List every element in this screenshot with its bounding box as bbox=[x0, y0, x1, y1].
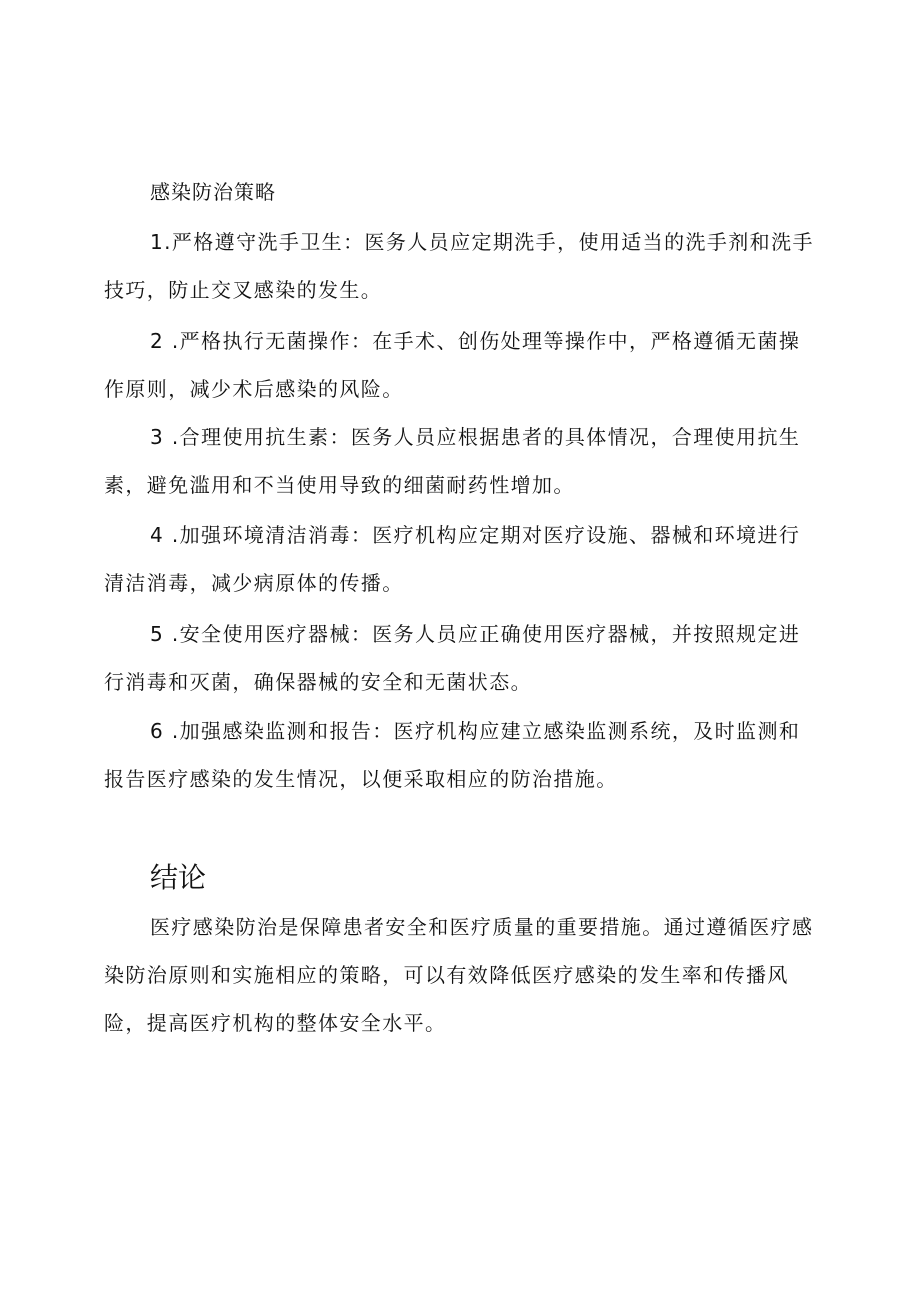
conclusion-paragraph: 医疗感染防治是保障患者安全和医疗质量的重要措施。通过遵循医疗感染防治原则和实施相应的策略，可以有效降低医疗感染的发生率和传播风险，提高医疗机构的整体安全水平。 bbox=[104, 915, 814, 1035]
strategy-item-5: 5 .安全使用医疗器械：医务人员应正确使用医疗器械，并按照规定进行消毒和灭菌，确保器械的安全和无菌状态。 bbox=[104, 622, 801, 694]
conclusion-title: 结论 bbox=[150, 861, 207, 894]
strategy-item-2: 2 .严格执行无菌操作：在手术、创伤处理等操作中，严格遵循无菌操作原则，减少术后感染的风险。 bbox=[104, 329, 801, 401]
section-heading: 感染防治策略 bbox=[150, 180, 276, 204]
strategy-item-6: 6 .加强感染监测和报告：医疗机构应建立感染监测系统，及时监测和报告医疗感染的发生情况，以便采取相应的防治措施。 bbox=[104, 719, 801, 791]
strategy-item-1: 1.严格遵守洗手卫生：医务人员应定期洗手，使用适当的洗手剂和洗手技巧，防止交叉感染的发生。 bbox=[104, 230, 814, 302]
strategy-item-3: 3 .合理使用抗生素：医务人员应根据患者的具体情况，合理使用抗生素，避免滥用和不当使用导致的细菌耐药性增加。 bbox=[104, 425, 801, 497]
strategy-item-4: 4 .加强环境清洁消毒：医疗机构应定期对医疗设施、器械和环境进行清洁消毒，减少病原体的传播。 bbox=[104, 523, 801, 595]
